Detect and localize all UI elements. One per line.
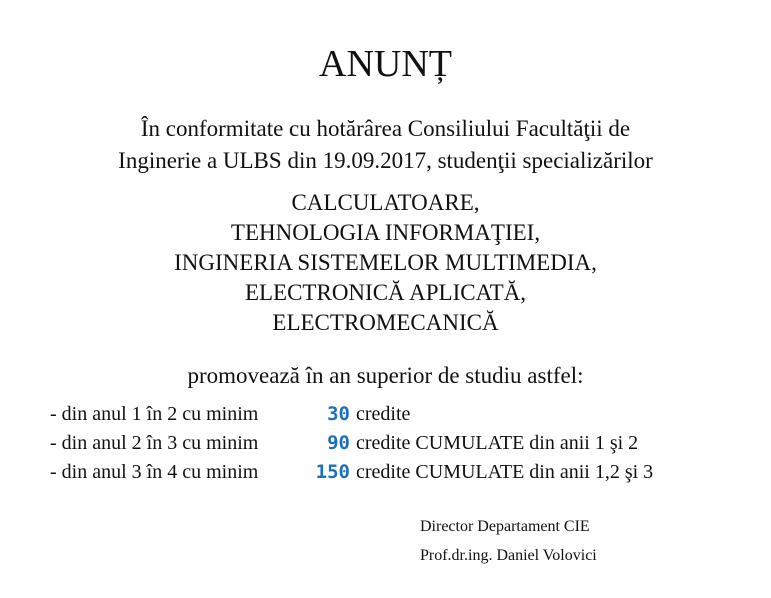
signatory-role: Director Departament CIE [420,518,590,535]
promotion-text: promovează în an superior de studiu astfel: [187,363,584,388]
rule-credits: 90 [327,432,350,454]
signatory-name: Prof.dr.ing. Daniel Volovici [420,547,597,564]
intro-line: Inginerie a ULBS din 19.09.2017, studenţii specializărilor [118,148,653,173]
announcement-title: ANUNȚ [319,43,452,85]
signature-block [420,512,597,570]
rule-prefix: - din anul 1 în 2 cu minim [50,403,259,425]
rule-credits: 150 [315,461,350,483]
rule-suffix: credite CUMULATE din anii 1 şi 2 [356,432,639,454]
credit-rule-row [50,400,653,429]
credit-rule-row [50,429,653,458]
credit-rule-row [50,458,653,487]
specialization-item: TEHNOLOGIA INFORMAŢIEI, [230,220,541,245]
rule-prefix: - din anul 3 în 4 cu minim [50,461,259,483]
specialization-item: ELECTRONICĂ APLICATĂ, [244,280,527,305]
intro-paragraph [0,113,771,177]
specialization-item: CALCULATOARE, [291,190,480,215]
rule-credits: 30 [327,403,350,425]
rule-suffix: credite [356,403,411,425]
credit-rules [50,400,653,487]
rule-prefix: - din anul 2 în 3 cu minim [50,432,259,454]
rule-suffix: credite CUMULATE din anii 1,2 şi 3 [356,461,654,483]
specializations-list [0,188,771,338]
intro-line: În conformitate cu hotărârea Consiliului Facultăţii de [140,116,631,141]
specialization-item: ELECTROMECANICĂ [272,310,499,335]
specialization-item: INGINERIA SISTEMELOR MULTIMEDIA, [174,250,597,275]
